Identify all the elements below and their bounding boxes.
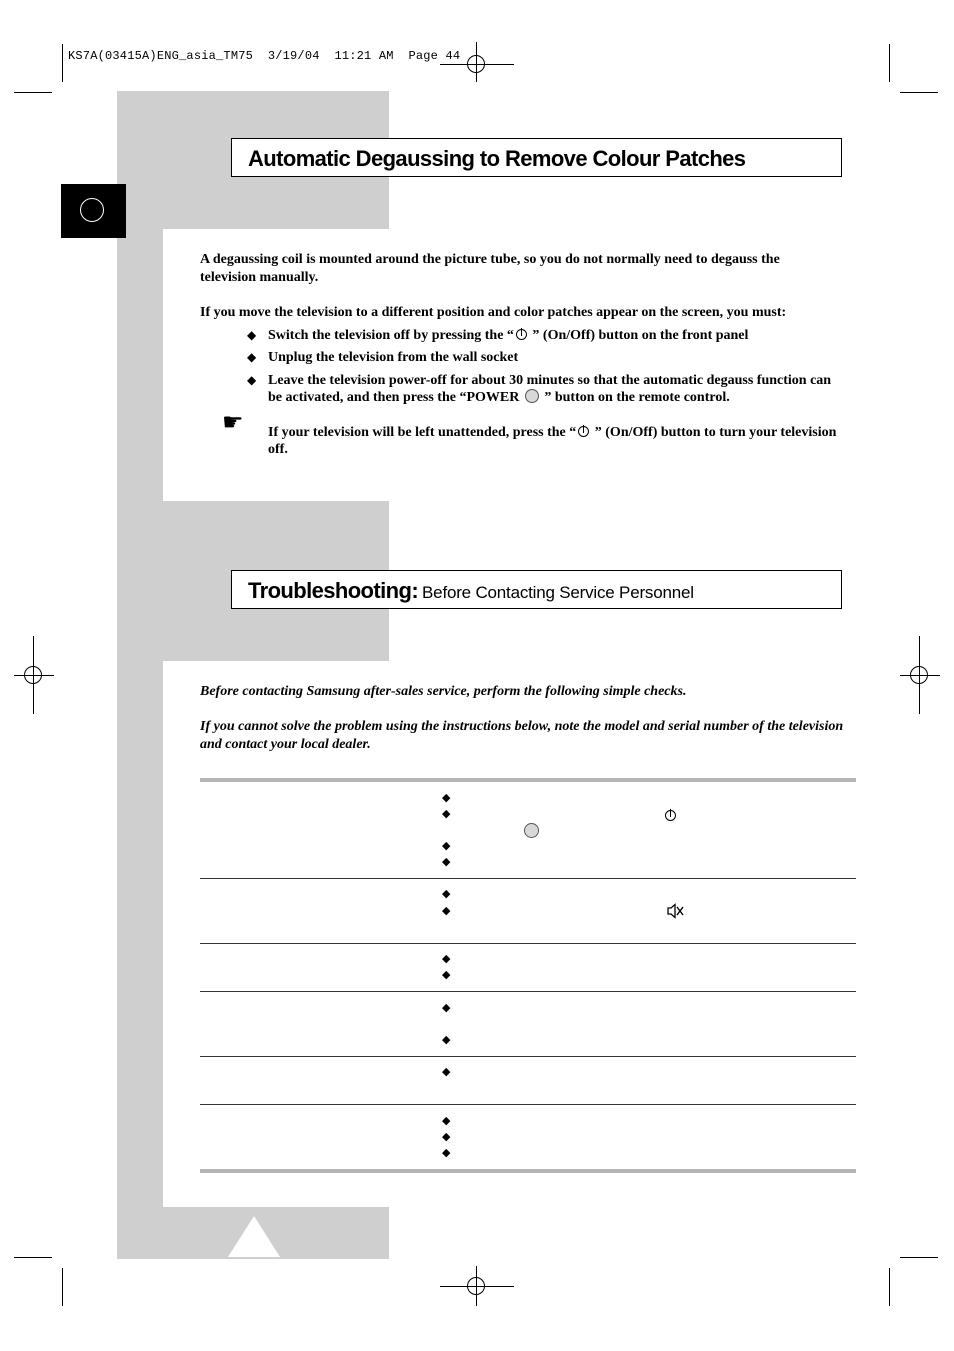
bullet-diamond-icon: ◆ <box>442 969 451 981</box>
table-rule-bottom <box>200 1169 856 1173</box>
bullet-diamond-icon: ◆ <box>442 1147 451 1159</box>
table-row-divider <box>200 943 856 944</box>
list-item-text-part: Leave the television power-off for about 30 minutes so that the automatic degauss function can be activated, and then press the “POWER <box>268 373 832 405</box>
list-item-text: Unplug the television from the wall socket <box>268 350 519 365</box>
section-title-subtitle: Before Contacting Service Personnel <box>422 583 694 602</box>
note-text-part: ” (On/Off) button to turn your television off. <box>268 425 837 457</box>
power-symbol-icon <box>578 426 589 437</box>
table-row-divider <box>200 878 856 879</box>
bullet-diamond-icon: ◆ <box>442 1115 451 1127</box>
paragraph: If you move the television to a different position and color patches appear on the screen, you must: <box>200 305 787 320</box>
bullet-diamond-icon: ◆ <box>442 792 451 804</box>
table-rule-top <box>200 778 856 782</box>
bullet-diamond-icon: ◆ <box>442 808 451 820</box>
bullet-diamond-icon: ◆ <box>442 1034 451 1046</box>
section-title-box <box>231 570 842 609</box>
list-item-text-part: Switch the television off by pressing the “ <box>268 328 514 343</box>
mute-icon <box>667 903 684 919</box>
list-item-text <box>268 327 848 344</box>
bullet-diamond-icon: ◆ <box>247 328 257 342</box>
section-title-box <box>231 138 842 177</box>
bullet-diamond-icon: ◆ <box>442 888 451 900</box>
bullet-diamond-icon: ◆ <box>442 1002 451 1014</box>
bullet-diamond-icon: ◆ <box>442 856 451 868</box>
power-symbol-icon <box>516 329 527 340</box>
section-title-bold: Troubleshooting: <box>248 578 419 603</box>
pointing-hand-icon: ☛ <box>222 408 244 436</box>
registration-line <box>14 675 54 676</box>
triangle-marker <box>228 1216 280 1257</box>
table-row-divider <box>200 1104 856 1105</box>
list-item-text <box>268 372 848 406</box>
bullet-diamond-icon: ◆ <box>442 953 451 965</box>
bullet-diamond-icon: ◆ <box>442 905 451 917</box>
circle-icon <box>80 198 104 222</box>
bullet-diamond-icon: ◆ <box>247 350 257 364</box>
list-item-text-part: ” (On/Off) button on the front panel <box>528 328 749 343</box>
power-button-icon <box>525 389 539 403</box>
note-text <box>268 424 848 458</box>
paragraph: A degaussing coil is mounted around the picture tube, so you do not normally need to degauss the television manually. <box>200 252 780 285</box>
table-row-divider <box>200 991 856 992</box>
list-item-text-part: ” button on the remote control. <box>540 390 730 405</box>
section-title: Automatic Degaussing to Remove Colour Patches <box>248 146 746 171</box>
page-tab <box>61 184 126 238</box>
crop-mark <box>14 92 52 93</box>
print-header: KS7A(03415A)ENG_asia_TM75 3/19/04 11:21 AM Page 44 <box>68 49 461 63</box>
registration-line <box>440 1286 514 1287</box>
power-button-icon <box>524 823 539 838</box>
table-row-divider <box>200 1056 856 1057</box>
crop-mark <box>14 1257 52 1258</box>
section-title <box>248 578 694 604</box>
side-band <box>117 229 163 501</box>
power-symbol-icon <box>665 810 676 821</box>
crop-mark <box>62 1268 63 1306</box>
bullet-diamond-icon: ◆ <box>442 840 451 852</box>
side-band <box>117 661 163 1207</box>
bullet-diamond-icon: ◆ <box>442 1131 451 1143</box>
bullet-diamond-icon: ◆ <box>247 373 257 387</box>
intro-paragraph: If you cannot solve the problem using the instructions below, note the model and serial number of the television and contact your local dealer. <box>200 719 844 752</box>
crop-mark <box>900 1257 938 1258</box>
crop-mark <box>62 44 63 82</box>
registration-line <box>900 675 940 676</box>
note-text-part: If your television will be left unattended, press the “ <box>268 425 577 440</box>
crop-mark <box>889 1268 890 1306</box>
crop-mark <box>900 92 938 93</box>
bullet-diamond-icon: ◆ <box>442 1066 451 1078</box>
registration-line <box>476 42 477 82</box>
crop-mark <box>889 44 890 82</box>
intro-paragraph: Before contacting Samsung after-sales service, perform the following simple checks. <box>200 684 687 699</box>
registration-line <box>440 64 514 65</box>
